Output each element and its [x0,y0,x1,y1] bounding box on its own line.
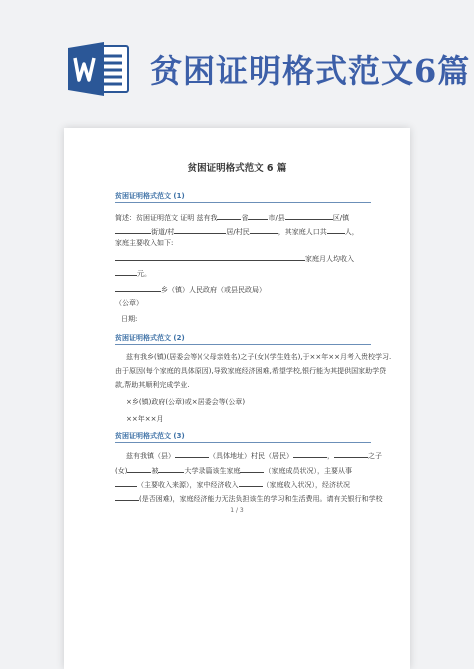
section-1-seal: （公章） [115,299,143,307]
document-page [64,128,410,669]
section-1-line-3: 家庭主要收入如下: [115,239,174,247]
section-2-heading: 贫困证明格式范文 (2) [115,334,185,342]
document-heading: 贫困证明格式范文 6 篇 [187,163,287,174]
section-1-divider [115,202,371,203]
section-3-line-4: (是否困难)，家庭经济能力无法负担该生的学习和生活费用。请有关银行和学校 [115,492,382,504]
section-2-seal: ×乡(镇)政府(公章)或×居委会等(公章) [126,398,246,406]
section-1-line-1: 简述：贫困证明范文 证明 兹有我 省 市/县 区/镇 [115,211,349,223]
section-1-line-2: 街道/村 居/村民 ，其家庭人口共 人， [115,225,359,237]
section-1-line-6: 乡（镇）人民政府（或县民政局） [115,283,266,295]
section-3-heading: 贫困证明格式范文 (3) [115,432,185,440]
section-1-date: 日期: [121,315,138,323]
section-1-heading: 贫困证明格式范文 (1) [115,192,185,200]
section-2-date: ××年××月 [126,415,164,423]
section-3-line-2: (女) 被 大学录篇该生家庭 （家庭成员状况），主要从事 [115,464,352,476]
section-2-para-2: 由于原因(每个家庭的具体原因),导致家庭经济困难,希望学校,银行能为其提供国家助学贷 [115,367,387,375]
banner-title: 贫困证明格式范文6篇 [150,52,471,90]
page-number: 1 / 3 [230,507,244,514]
banner [0,0,474,120]
section-3-line-3: （主要收入来源），家中经济收入 （家庭收入状况），经济状况 [115,478,350,490]
section-3-divider [115,442,371,443]
section-2-para-1: 兹有我乡(镇)(居委会等)(父母亲姓名)之子(女)(学生姓名),于××年××月考入贵校学习. [126,353,392,361]
word-icon [66,40,130,98]
section-2-divider [115,344,371,345]
section-1-line-5: 元。 [115,267,151,279]
section-3-line-1: 兹有我镇（县） （具体地址）村民（居民） ， 之子 [126,449,382,461]
section-1-line-4: 家庭月人均收入 [115,252,354,264]
section-2-para-3: 款,帮助其顺利完成学业. [115,381,190,389]
